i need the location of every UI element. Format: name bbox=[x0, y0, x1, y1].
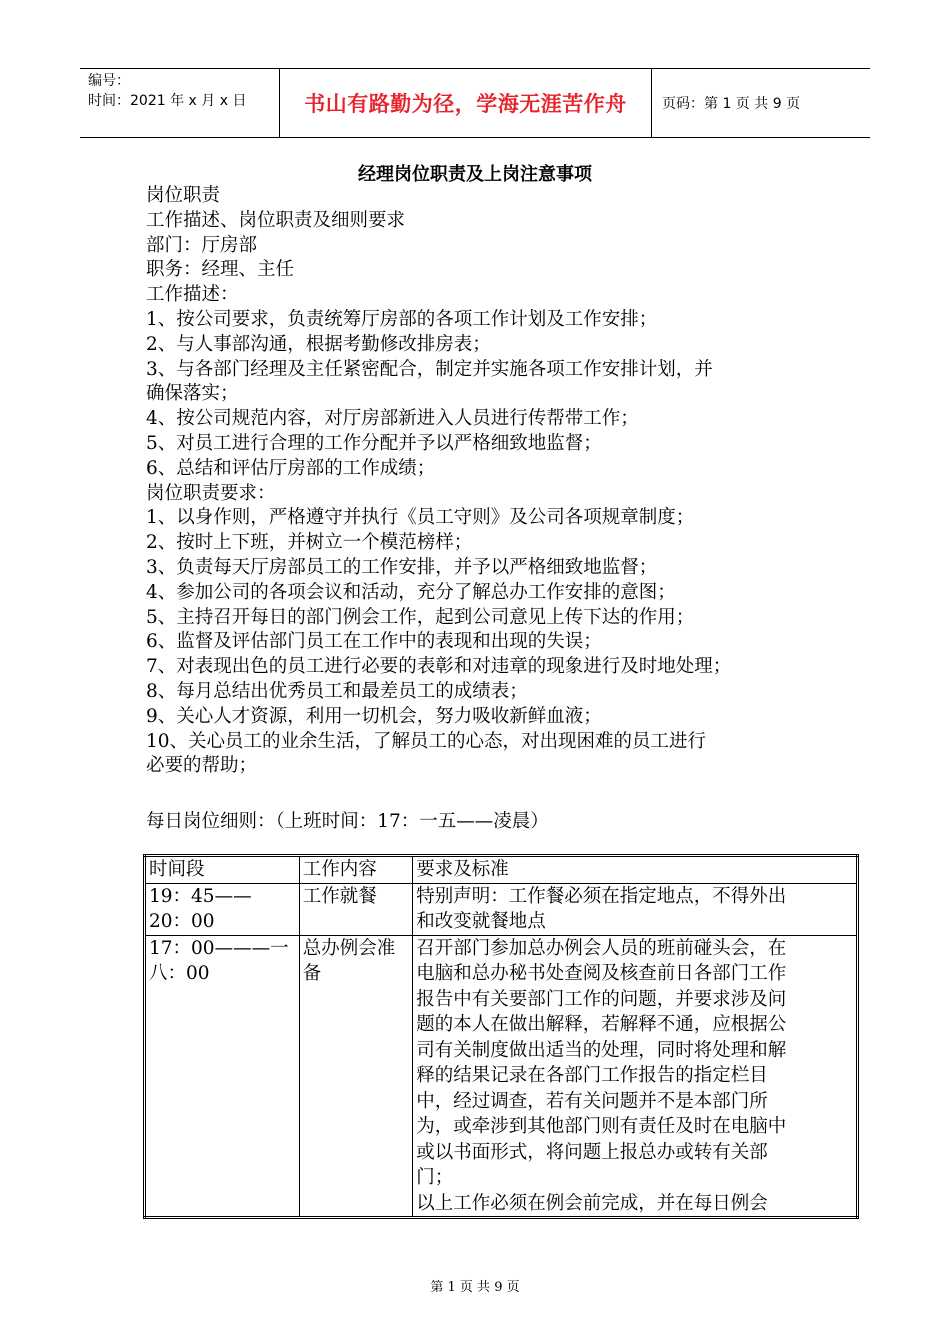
cell-task bbox=[299, 935, 413, 1218]
cell-line: 八：00 bbox=[149, 963, 210, 984]
body-line: 2、按时上下班，并树立一个模范榜样； bbox=[146, 532, 473, 554]
table-row bbox=[145, 883, 858, 935]
body-line: 1、以身作则，严格遵守并执行《员工守则》及公司各项规章制度； bbox=[146, 507, 695, 529]
cell-time bbox=[145, 883, 300, 935]
body-line: 3、与各部门经理及主任紧密配合，制定并实施各项工作安排计划，并 bbox=[146, 358, 713, 380]
document-header bbox=[80, 68, 870, 138]
body-line: 6、监督及评估部门员工在工作中的表现和出现的失误； bbox=[146, 631, 602, 653]
cell-line: 17：00———一 bbox=[149, 937, 289, 959]
body-line: 1、按公司要求，负责统筹厅房部的各项工作计划及工作安排； bbox=[146, 308, 658, 330]
cell-line: 工作就餐 bbox=[302, 885, 377, 907]
body-line: 5、对员工进行合理的工作分配并予以严格细致地监督； bbox=[146, 432, 602, 454]
cell-line: 召开部门参加总办例会人员的班前碰头会，在 bbox=[416, 937, 787, 959]
cell-task bbox=[299, 883, 413, 935]
cell-standard bbox=[413, 883, 858, 935]
document-date-label: 时间：2021 年 x 月 x 日 bbox=[88, 93, 247, 109]
body-line: 岗位职责要求： bbox=[146, 482, 276, 504]
document-body bbox=[146, 184, 826, 779]
cell-line: 总办例会准 bbox=[302, 937, 396, 959]
cell-line: 特别声明：工作餐必须在指定地点，不得外出 bbox=[416, 885, 787, 907]
document-number-label: 编号： bbox=[88, 73, 130, 89]
body-line: 8、每月总结出优秀员工和最差员工的成绩表； bbox=[146, 680, 528, 702]
cell-line: 中，经过调查，若有关问题并不是本部门所 bbox=[416, 1090, 768, 1112]
body-line: 6、总结和评估厅房部的工作成绩； bbox=[146, 457, 436, 479]
cell-line: 和改变就餐地点 bbox=[416, 911, 546, 932]
body-line: 5、主持召开每日的部门例会工作，起到公司意见上传下达的作用； bbox=[146, 606, 695, 628]
table-row bbox=[145, 935, 858, 1218]
cell-line: 电脑和总办秘书处查阅及核查前日各部门工作 bbox=[416, 963, 787, 984]
body-line: 确保落实； bbox=[146, 383, 239, 405]
cell-time bbox=[145, 935, 300, 1218]
header-meta bbox=[80, 69, 280, 137]
body-line: 工作描述： bbox=[146, 284, 239, 306]
body-line: 2、与人事部沟通，根据考勤修改排房表； bbox=[146, 333, 491, 355]
body-line: 工作描述、岗位职责及细则要求 bbox=[146, 209, 406, 231]
cell-line: 门； bbox=[416, 1167, 454, 1188]
cell-line: 为，或牵涉到其他部门则有责任及时在电脑中 bbox=[416, 1116, 787, 1137]
cell-line: 或以书面形式，将问题上报总办或转有关部 bbox=[416, 1141, 768, 1163]
header-motto: 书山有路勤为径，学海无涯苦作舟 bbox=[280, 69, 652, 137]
table-header-row bbox=[145, 856, 858, 884]
cell-line: 以上工作必须在例会前完成，并在每日例会 bbox=[416, 1192, 768, 1214]
body-line: 必要的帮助； bbox=[146, 755, 258, 777]
cell-line: 报告中有关要部门工作的问题，并要求涉及问 bbox=[416, 988, 787, 1010]
header-page-number: 页码：第 1 页 共 9 页 bbox=[662, 96, 801, 112]
header-time: 时间段 bbox=[145, 856, 300, 884]
cell-line: 司有关制度做出适当的处理，同时将处理和解 bbox=[416, 1039, 787, 1061]
header-task: 工作内容 bbox=[299, 856, 413, 884]
document-title: 经理岗位职责及上岗注意事项 bbox=[358, 164, 592, 185]
cell-standard bbox=[413, 935, 858, 1218]
page-footer: 第 1 页 共 9 页 bbox=[430, 1280, 520, 1295]
body-line: 3、负责每天厅房部员工的工作安排，并予以严格细致地监督； bbox=[146, 556, 658, 578]
body-line: 9、关心人才资源，利用一切机会，努力吸收新鲜血液； bbox=[146, 705, 602, 727]
body-line: 7、对表现出色的员工进行必要的表彰和对违章的现象进行及时地处理； bbox=[146, 656, 732, 678]
cell-line: 释的结果记录在各部门工作报告的指定栏目 bbox=[416, 1065, 768, 1086]
cell-line: 备 bbox=[302, 963, 322, 984]
header-standard: 要求及标准 bbox=[413, 856, 858, 884]
body-line: 部门：厅房部 bbox=[146, 234, 258, 256]
cell-line: 题的本人在做出解释，若解释不通，应根据公 bbox=[416, 1014, 787, 1035]
body-line: 岗位职责 bbox=[146, 185, 221, 206]
body-line: 4、按公司规范内容，对厅房部新进入人员进行传帮带工作； bbox=[146, 408, 639, 430]
body-line: 4、参加公司的各项会议和活动，充分了解总办工作安排的意图； bbox=[146, 581, 676, 603]
schedule-table bbox=[143, 854, 859, 1219]
body-line: 职务：经理、主任 bbox=[146, 259, 295, 281]
cell-line: 20：00 bbox=[149, 911, 215, 932]
schedule-label: 每日岗位细则：（上班时间：17：一五——凌晨） bbox=[146, 811, 549, 832]
body-line: 10、关心员工的业余生活，了解员工的心态，对出现困难的员工进行 bbox=[146, 730, 707, 752]
cell-line: 19：45—— bbox=[149, 885, 252, 907]
